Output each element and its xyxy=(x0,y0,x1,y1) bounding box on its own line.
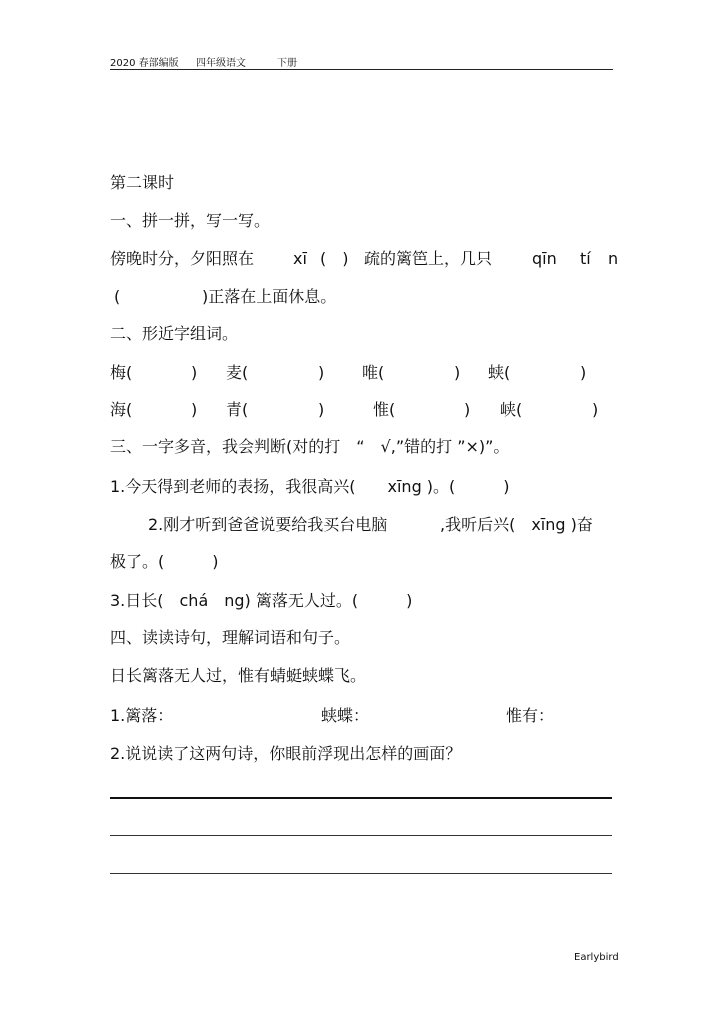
answer-line-3[interactable] xyxy=(110,873,612,874)
word-group-hai: 海( xyxy=(110,400,133,419)
pinyin-n: n xyxy=(608,249,619,268)
pinyin-ti: tí xyxy=(580,249,591,268)
polyphone-question-3: 3.日长( chá ng) 篱落无人过。( ) xyxy=(110,591,413,610)
term-liluo: 1.篱落： xyxy=(110,706,174,725)
polyphone-question-2b: ,我听后兴( xīng )奋 xyxy=(440,515,593,534)
blank-close[interactable]: ) xyxy=(191,400,198,419)
blank-close[interactable]: ) xyxy=(580,363,587,382)
pinyin-qin: qīn xyxy=(532,249,557,268)
blank-close[interactable]: ) xyxy=(592,400,599,419)
lesson-title: 第二课时 xyxy=(110,173,175,192)
poem-lines: 日长篱落无人过，惟有蜻蜓蛱蝶飞。 xyxy=(110,666,367,685)
blank-close[interactable]: ) xyxy=(191,363,198,382)
section4-heading: 四、读读诗句，理解词语和句子。 xyxy=(110,628,351,647)
edition-label: 2020 春部编版 xyxy=(110,58,179,69)
section1-line2-text: )正落在上面休息。 xyxy=(202,287,337,306)
section3-heading: 三、一字多音，我会判断(对的打 “ √,”错的打 ”×)”。 xyxy=(110,437,510,456)
blank-close[interactable]: ) xyxy=(318,400,325,419)
answer-blank-1[interactable]: ( ) xyxy=(320,249,349,268)
polyphone-question-2c: 极了。( ) xyxy=(110,552,219,571)
answer-line-1[interactable] xyxy=(110,797,612,799)
footer-brand: Earlybird xyxy=(574,952,619,963)
section1-line1-text-a: 傍晚时分，夕阳照在 xyxy=(110,249,255,268)
section4-question-2: 2.说说读了这两句诗，你眼前浮现出怎样的画面？ xyxy=(110,744,462,763)
word-group-wei2: 惟( xyxy=(373,400,396,419)
section1-heading: 一、拼一拼，写一写。 xyxy=(110,211,271,230)
pinyin-xi: xī xyxy=(293,249,307,268)
section1-line1-text-b: 疏的篱笆上，几只 xyxy=(364,249,493,268)
word-group-qing: 青( xyxy=(226,400,249,419)
term-jiadie: 蛱蝶： xyxy=(321,706,370,725)
section2-heading: 二、形近字组词。 xyxy=(110,324,239,343)
word-group-mai: 麦( xyxy=(226,363,249,382)
word-group-xia: 峡( xyxy=(500,400,523,419)
term-weiyou: 惟有： xyxy=(506,706,555,725)
answer-blank-2-open[interactable]: ( xyxy=(114,287,121,306)
polyphone-question-1: 1.今天得到老师的表扬，我很高兴( xīng )。( ) xyxy=(110,477,510,496)
word-group-jia: 蛱( xyxy=(488,363,511,382)
blank-close[interactable]: ) xyxy=(318,363,325,382)
page-header xyxy=(110,50,613,70)
polyphone-question-2a: 2.刚才听到爸爸说要给我买台电脑 xyxy=(148,515,388,534)
blank-close[interactable]: ) xyxy=(454,363,461,382)
grade-label: 四年级语文 xyxy=(196,58,246,69)
word-group-wei: 唯( xyxy=(362,363,385,382)
blank-close[interactable]: ) xyxy=(464,400,471,419)
answer-line-2[interactable] xyxy=(110,835,612,836)
word-group-mei: 梅( xyxy=(110,363,133,382)
header-divider xyxy=(110,69,613,70)
volume-label: 下册 xyxy=(277,58,297,69)
